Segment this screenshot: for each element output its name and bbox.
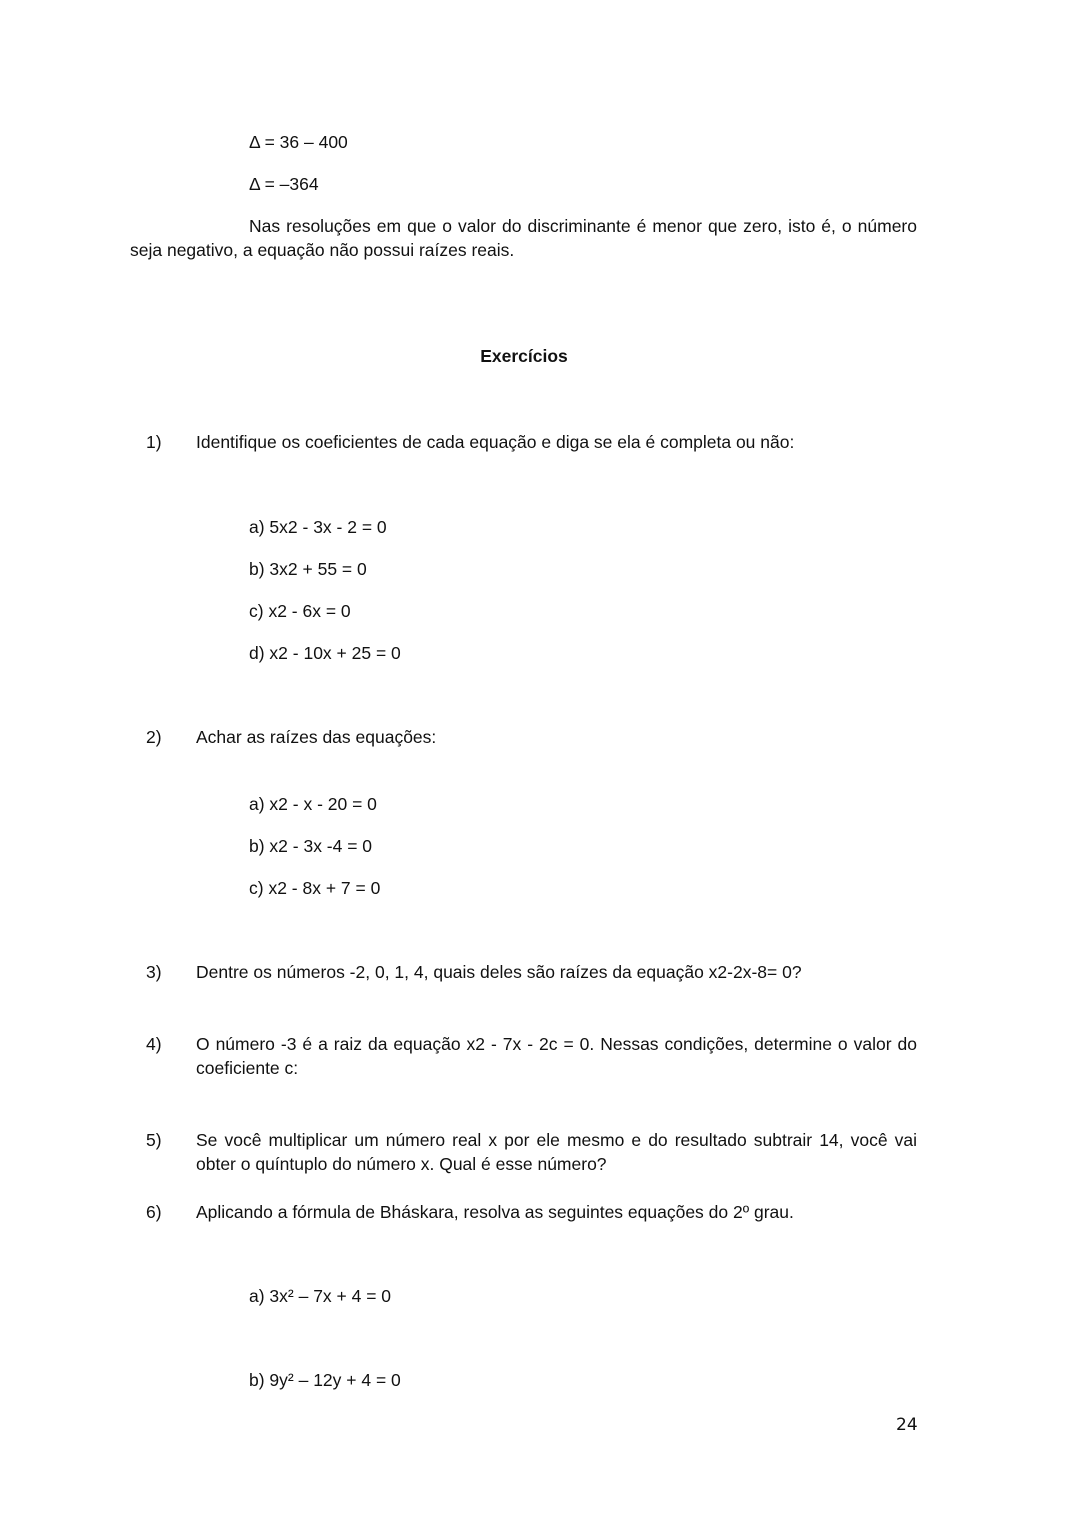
exercise-text: Dentre os números -2, 0, 1, 4, quais deles são raízes da equação x2-2x-8= 0? — [196, 962, 802, 982]
exercise-1-item-a: a) 5x2 - 3x - 2 = 0 — [249, 517, 387, 537]
exercise-2-item-b: b) x2 - 3x -4 = 0 — [249, 836, 373, 856]
intro-paragraph-text: Nas resoluções em que o valor do discriminante é menor que zero, isto é, o número seja negativo, a equação não possui raízes reais. — [130, 216, 917, 260]
exercise-number: 4) — [146, 1034, 162, 1054]
page-number: 24 — [896, 1415, 918, 1435]
exercise-number: 5) — [146, 1130, 162, 1150]
delta-line-2: Δ = –364 — [249, 174, 319, 194]
exercise-number: 2) — [146, 727, 162, 747]
exercise-text: O número -3 é a raiz da equação x2 - 7x - 2c = 0. Nessas condições, determine o valor do coeficiente c: — [196, 1034, 917, 1078]
exercise-text: Aplicando a fórmula de Bháskara, resolva as seguintes equações do 2º grau. — [196, 1202, 794, 1222]
exercise-number: 1) — [146, 432, 162, 452]
exercise-number: 3) — [146, 962, 162, 982]
exercise-1-item-b: b) 3x2 + 55 = 0 — [249, 559, 367, 579]
exercise-6-item-b: b) 9y² – 12y + 4 = 0 — [249, 1370, 401, 1390]
exercise-text: Achar as raízes das equações: — [196, 727, 437, 747]
delta-line-1: Δ = 36 – 400 — [249, 132, 348, 152]
exercise-2-item-c: c) x2 - 8x + 7 = 0 — [249, 878, 381, 898]
exercise-text: Identifique os coeficientes de cada equação e diga se ela é completa ou não: — [196, 432, 795, 452]
exercise-text: Se você multiplicar um número real x por ele mesmo e do resultado subtrair 14, você vai obter o quíntuplo do número x. Qual é esse número? — [196, 1130, 917, 1174]
exercise-2-item-a: a) x2 - x - 20 = 0 — [249, 794, 377, 814]
exercise-6-item-a: a) 3x² – 7x + 4 = 0 — [249, 1286, 392, 1306]
intro-paragraph — [130, 214, 917, 262]
exercise-number: 6) — [146, 1202, 162, 1222]
exercise-1-item-d: d) x2 - 10x + 25 = 0 — [249, 643, 401, 663]
exercise-1-item-c: c) x2 - 6x = 0 — [249, 601, 351, 621]
section-title: Exercícios — [480, 346, 568, 366]
